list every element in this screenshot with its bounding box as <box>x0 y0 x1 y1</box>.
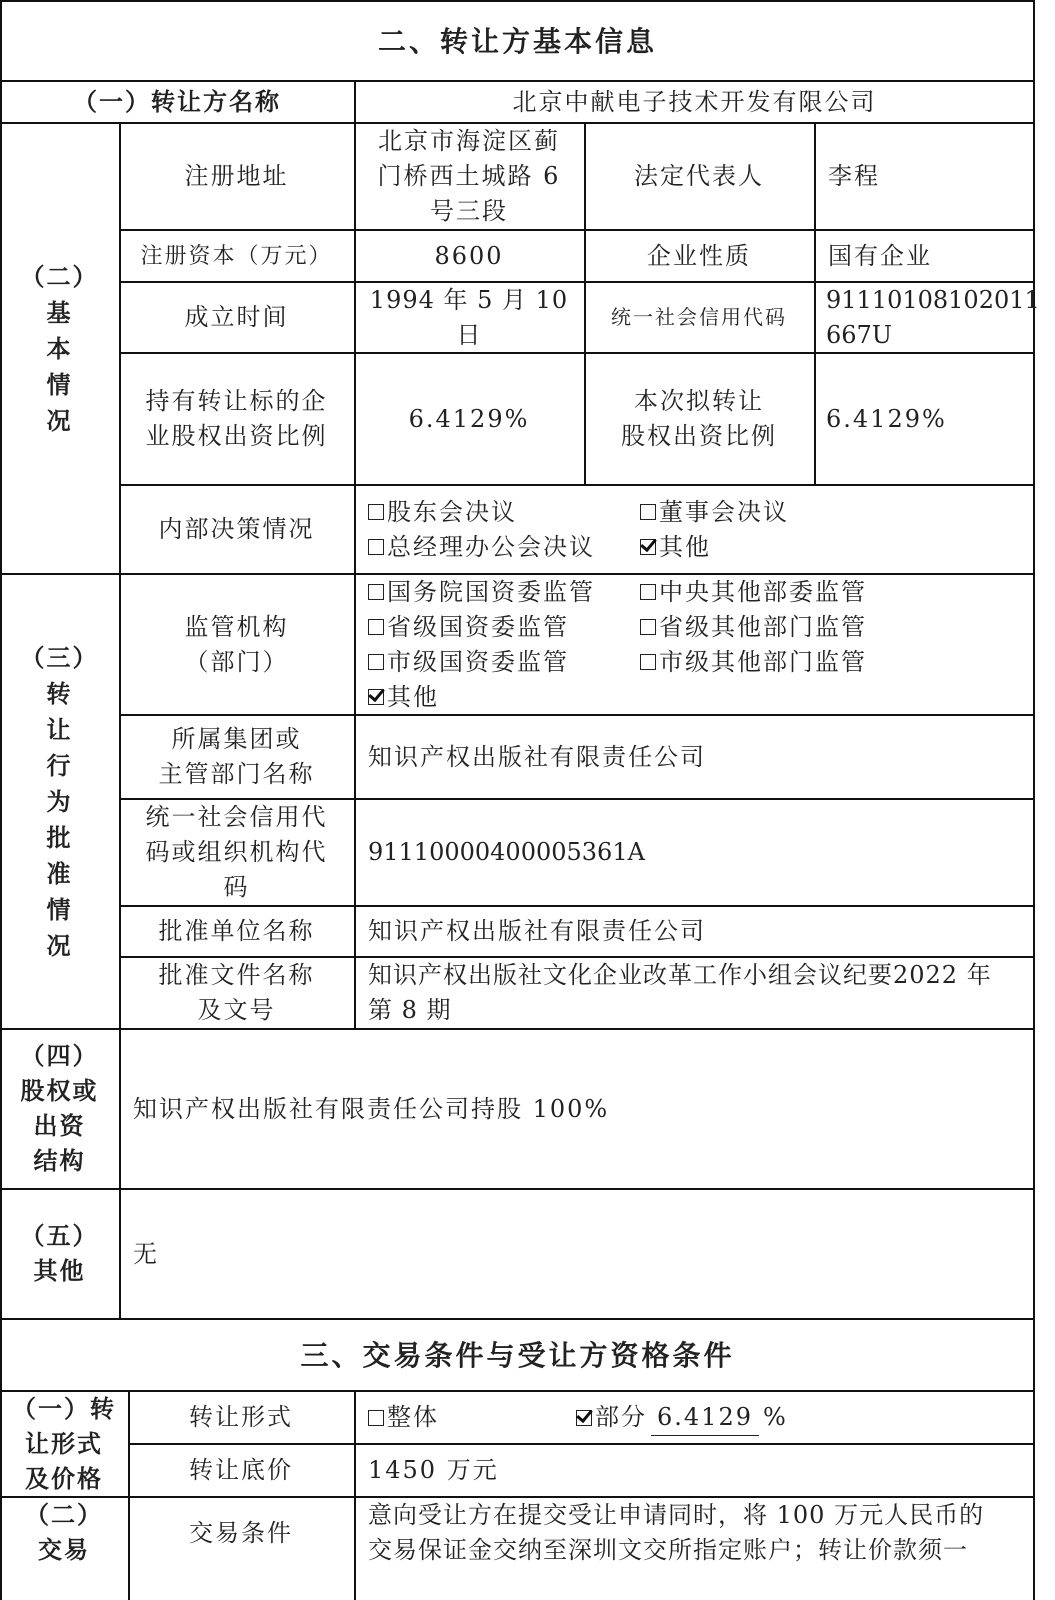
reg-address-label: 注册地址 <box>184 162 289 190</box>
checkbox-icon[interactable] <box>640 619 656 635</box>
partial-percent: 6.4129 <box>651 1400 759 1436</box>
founded-value: 1994 年 5 月 10 日 <box>369 285 569 349</box>
decision-label: 内部决策情况 <box>158 515 315 543</box>
reserve-price-label: 转让底价 <box>189 1456 293 1484</box>
checkbox-icon[interactable] <box>368 539 384 555</box>
regulator-option[interactable]: 省级其他部门监管 <box>640 610 867 645</box>
decision-option[interactable]: 其他 <box>640 530 711 565</box>
approval-doc-value: 知识产权出版社文化企业改革工作小组会议纪要2022 年 第 8 期 <box>368 961 992 1024</box>
equity-value: 知识产权出版社有限责任公司持股 100% <box>133 1094 610 1123</box>
regulator-options <box>354 575 1035 714</box>
checkbox-icon[interactable] <box>640 654 656 670</box>
checkbox-icon[interactable] <box>368 619 384 635</box>
approval-group-label: （三） 转 让 行 为 批 准 情 况 <box>20 643 99 960</box>
checkbox-icon[interactable] <box>640 504 656 520</box>
org-code-value: 91110000400005361A <box>368 838 645 866</box>
reserve-price-value: 1450 万元 <box>368 1456 499 1484</box>
transfer-form-options <box>354 1392 1035 1443</box>
hold-ratio-label: 持有转让标的企 业股权出资比例 <box>145 387 328 450</box>
legal-rep-value: 李程 <box>828 162 880 190</box>
regulator-option[interactable]: 国务院国资委监管 <box>368 575 640 610</box>
approver-label: 批准单位名称 <box>158 917 315 945</box>
founded-label: 成立时间 <box>184 303 289 331</box>
regulator-option[interactable]: 市级其他部门监管 <box>640 645 867 680</box>
credit-code-label: 统一社会信用代码 <box>611 305 787 329</box>
enterprise-type-label: 企业性质 <box>647 241 751 270</box>
reg-capital-label: 注册资本（万元） <box>140 243 333 269</box>
group-name-value: 知识产权出版社有限责任公司 <box>368 742 706 771</box>
reg-capital-value: 8600 <box>434 241 504 270</box>
checked-checkbox-icon[interactable] <box>368 689 384 705</box>
approval-doc-label: 批准文件名称 及文号 <box>158 961 315 1024</box>
checked-checkbox-icon[interactable] <box>640 539 656 555</box>
enterprise-type-value: 国有企业 <box>828 241 932 270</box>
checked-checkbox-icon[interactable] <box>576 1410 592 1426</box>
transferor-name-value: 北京中献电子技术开发有限公司 <box>512 87 877 116</box>
section-title: 二、转让方基本信息 <box>377 24 657 58</box>
equity-group-label: （四） 股权或 出资 结构 <box>20 1042 99 1175</box>
form-price-group-label: （一）转 让形式 及价格 <box>12 1394 116 1493</box>
transfer-ratio-label: 本次拟转让 股权出资比例 <box>621 387 777 450</box>
regulator-option[interactable]: 其他 <box>368 680 439 715</box>
legal-rep-label: 法定代表人 <box>634 162 764 190</box>
hold-ratio-value: 6.4129% <box>408 404 530 433</box>
checkbox-icon[interactable] <box>640 584 656 600</box>
conditions-group-label: （二） 交易 <box>25 1501 103 1564</box>
transfer-form-whole[interactable]: 整体 <box>368 1400 576 1436</box>
transfer-ratio-value: 6.4129% <box>826 404 947 433</box>
regulator-option[interactable]: 中央其他部委监管 <box>640 575 867 610</box>
decision-option[interactable]: 股东会决议 <box>368 495 640 530</box>
checkbox-icon[interactable] <box>368 504 384 520</box>
regulator-label: 监管机构 （部门） <box>184 612 289 676</box>
transfer-form-label: 转让形式 <box>189 1403 293 1431</box>
regulator-option[interactable]: 省级国资委监管 <box>368 610 640 645</box>
decision-option[interactable]: 总经理办公会决议 <box>368 530 640 565</box>
transferor-name-label: （一）转让方名称 <box>73 87 281 116</box>
decision-options <box>354 486 1035 573</box>
checkbox-icon[interactable] <box>368 584 384 600</box>
basic-info-group-label: （二） 基 本 情 况 <box>20 262 99 435</box>
other-group-label: （五） 其他 <box>20 1222 99 1285</box>
reg-address-value: 北京市海淀区蓟 门桥西土城路 6 号三段 <box>377 127 561 225</box>
org-code-label: 统一社会信用代 码或组织机构代 码 <box>145 803 328 901</box>
conditions-label: 交易条件 <box>189 1518 293 1547</box>
other-value: 无 <box>133 1239 159 1268</box>
transfer-form-partial[interactable]: 部分 6.4129 % <box>576 1400 788 1436</box>
credit-code-value: 91110108102011 667U <box>826 285 1040 349</box>
checkbox-icon[interactable] <box>368 1410 384 1426</box>
regulator-option[interactable]: 市级国资委监管 <box>368 645 640 680</box>
section-title: 三、交易条件与受让方资格条件 <box>300 1338 735 1372</box>
decision-option[interactable]: 董事会决议 <box>640 495 789 530</box>
checkbox-icon[interactable] <box>368 654 384 670</box>
group-name-label: 所属集团或 主管部门名称 <box>158 725 315 788</box>
approver-value: 知识产权出版社有限责任公司 <box>368 917 706 945</box>
conditions-value: 意向受让方在提交受让申请同时，将 100 万元人民币的 交易保证金交纳至深圳文交所指定账户；转让价款须一 <box>368 1501 985 1564</box>
